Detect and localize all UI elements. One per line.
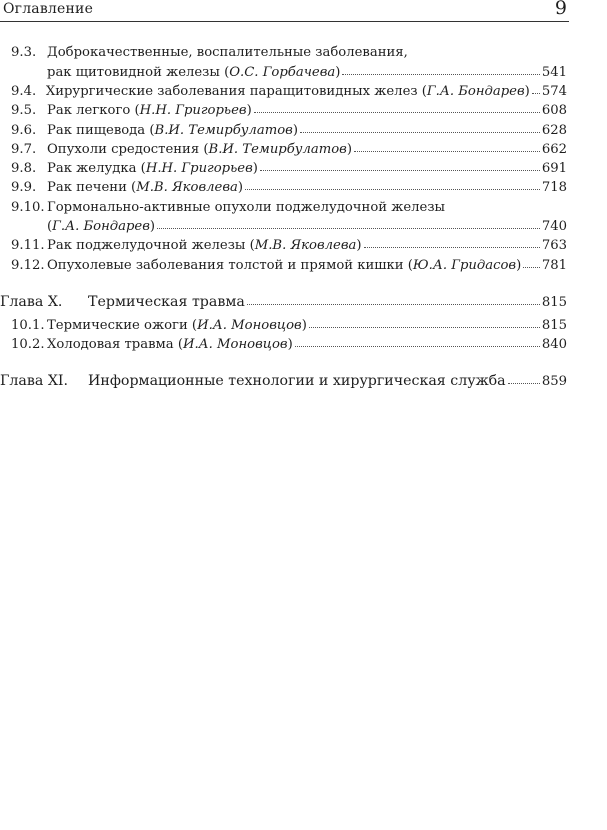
entry-page: 781 <box>541 258 567 273</box>
entry-number: 9.12. <box>11 258 45 273</box>
toc-entry-9-3[interactable] <box>47 64 567 82</box>
leader-dots <box>254 111 540 113</box>
entry-number: 9.9. <box>11 180 37 195</box>
entry-title: Термические ожоги ( <box>47 318 198 333</box>
entry-paren: ) <box>252 161 258 176</box>
entry-author: Н.Н. Григорьев <box>145 161 253 176</box>
entry-page: 815 <box>541 318 567 333</box>
entry-title: Гормонально-активные опухоли поджелудочной железы <box>47 200 446 215</box>
chapter-title: Термическая травма <box>88 294 245 310</box>
toc-entry-9-5[interactable] <box>11 102 567 120</box>
entry-page: 628 <box>541 123 567 138</box>
entry-title: Опухолевые заболевания толстой и прямой кишки ( <box>47 258 413 273</box>
toc-entry-9-10[interactable] <box>47 218 567 236</box>
toc-entry-9-8[interactable] <box>11 160 567 178</box>
entry-paren: ) <box>246 103 252 118</box>
header-rule <box>0 21 569 22</box>
entry-author: Г.А. Бондарев <box>52 219 150 234</box>
entry-paren: ) <box>301 318 307 333</box>
entry-paren: ) <box>149 219 156 234</box>
entry-number: 10.1. <box>11 318 45 333</box>
entry-author: Н.Н. Григорьев <box>139 103 247 118</box>
leader-dots <box>247 303 540 305</box>
toc-chapter-10[interactable] <box>0 293 567 312</box>
leader-dots <box>245 188 540 190</box>
toc-entry-10-2[interactable] <box>11 336 567 354</box>
entry-paren: ) <box>335 65 341 80</box>
entry-paren: ) <box>237 180 244 195</box>
chapter-number: Глава XI. <box>0 373 69 389</box>
entry-paren: ( <box>47 219 53 234</box>
entry-author: О.С. Горбачева <box>229 65 336 80</box>
entry-number: 9.6. <box>11 123 37 138</box>
toc-entry-9-10-line1 <box>11 199 561 217</box>
entry-page: 763 <box>541 238 567 253</box>
entry-author: В.И. Темирбулатов <box>208 142 347 157</box>
toc-entry-9-9[interactable] <box>11 179 567 197</box>
entry-page: 691 <box>541 161 567 176</box>
entry-paren: ) <box>292 123 298 138</box>
entry-author: В.И. Темирбулатов <box>154 123 293 138</box>
chapter-page: 815 <box>541 295 567 310</box>
running-header <box>0 0 607 22</box>
entry-number: 9.4. <box>11 84 37 99</box>
entry-title: рак щитовидной железы ( <box>47 65 230 80</box>
entry-number: 9.10. <box>11 200 45 215</box>
leader-dots <box>523 266 540 268</box>
leader-dots <box>157 227 540 229</box>
entry-page: 608 <box>541 103 567 118</box>
entry-paren: ) <box>516 258 522 273</box>
entry-title: Холодовая травма ( <box>47 337 183 352</box>
entry-number: 10.2. <box>11 337 45 352</box>
toc-entry-9-3-line1 <box>11 44 561 62</box>
entry-author: И.А. Моновцов <box>182 337 288 352</box>
entry-author: М.В. Яковлева <box>254 238 357 253</box>
entry-title: Рак пищевода ( <box>47 123 155 138</box>
entry-paren: ) <box>287 337 293 352</box>
entry-paren: ) <box>524 84 530 99</box>
leader-dots <box>364 246 540 248</box>
leader-dots <box>295 345 540 347</box>
leader-dots <box>260 169 540 171</box>
toc-entry-9-4[interactable] <box>11 83 567 101</box>
leader-dots <box>532 92 540 94</box>
entry-page: 574 <box>541 84 567 99</box>
entry-title: Хирургические заболевания паращитовидных желез ( <box>45 84 427 99</box>
chapter-title: Информационные технологии и хирургическая служба <box>88 373 506 389</box>
chapter-page: 859 <box>541 374 567 389</box>
page-number: 9 <box>554 0 567 19</box>
entry-author: М.В. Яковлева <box>136 180 238 195</box>
entry-author: Ю.А. Гридасов <box>412 258 517 273</box>
entry-title: Рак легкого ( <box>47 103 140 118</box>
entry-page: 740 <box>541 219 567 234</box>
entry-number: 9.5. <box>11 103 37 118</box>
toc-entry-9-7[interactable] <box>11 141 567 159</box>
toc-chapter-11[interactable] <box>0 372 567 391</box>
entry-number: 9.3. <box>11 45 37 60</box>
entry-number: 9.11. <box>11 238 45 253</box>
entry-paren: ) <box>356 238 362 253</box>
entry-title: Рак печени ( <box>47 180 137 195</box>
leader-dots <box>300 131 540 133</box>
toc-entry-9-6[interactable] <box>11 122 567 140</box>
entry-title: Рак поджелудочной железы ( <box>47 238 255 253</box>
entry-number: 9.8. <box>11 161 37 176</box>
leader-dots <box>354 150 540 152</box>
leader-dots <box>508 382 540 384</box>
entry-number: 9.7. <box>11 142 37 157</box>
leader-dots <box>342 73 539 75</box>
chapter-number: Глава X. <box>0 294 63 310</box>
entry-paren: ) <box>346 142 352 157</box>
header-title: Оглавление <box>3 1 94 17</box>
toc-entry-9-11[interactable] <box>11 237 567 255</box>
entry-page: 541 <box>541 65 567 80</box>
leader-dots <box>309 326 540 328</box>
toc-entry-9-12[interactable] <box>11 257 567 275</box>
entry-page: 840 <box>541 337 567 352</box>
entry-title: Опухоли средостения ( <box>47 142 209 157</box>
entry-title: Рак желудка ( <box>47 161 146 176</box>
entry-author: Г.А. Бондарев <box>426 84 525 99</box>
entry-title: Доброкачественные, воспалительные заболевания, <box>47 45 408 60</box>
entry-page: 718 <box>541 180 567 195</box>
toc-entry-10-1[interactable] <box>11 317 567 335</box>
entry-author: И.А. Моновцов <box>197 318 302 333</box>
entry-page: 662 <box>541 142 567 157</box>
